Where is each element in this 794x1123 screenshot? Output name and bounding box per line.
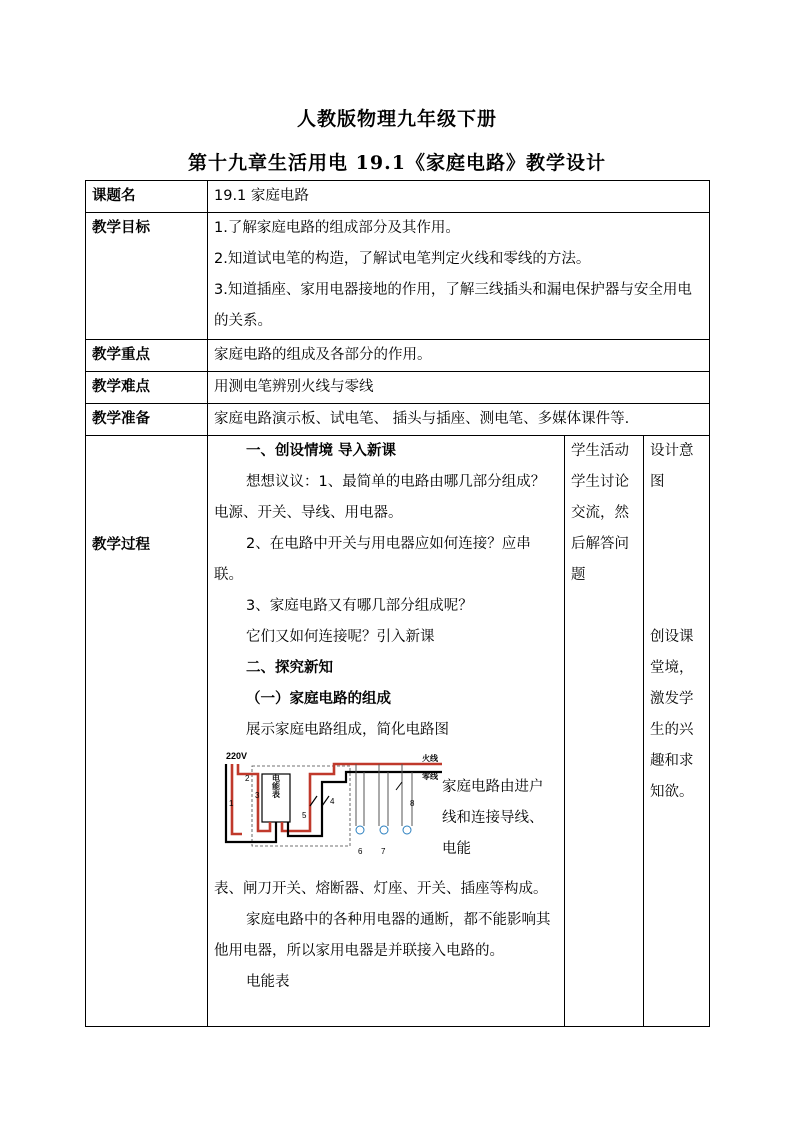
body-text: 家庭电路中的各种用电器的通断，都不能影响其他用电器，所以家用电器是并联接入电路的。	[214, 912, 551, 959]
row-key	[86, 340, 710, 372]
voltage-label: 220V	[226, 751, 248, 761]
part-number: 3	[255, 791, 260, 800]
prep-label: 教学准备	[86, 404, 208, 436]
row-prep	[86, 404, 710, 436]
design-intent-text: 创设课堂境，激发学生的兴趣和求知欲。	[650, 629, 694, 800]
goal-item: 1.了解家庭电路的组成部分及其作用。	[214, 220, 460, 236]
process-content	[208, 436, 565, 1027]
lamp-icon	[380, 826, 388, 834]
row-difficulty	[86, 372, 710, 404]
topic-value: 19.1 家庭电路	[208, 181, 710, 213]
doc-subtitle: 第十九章生活用电 19.1《家庭电路》教学设计	[188, 152, 606, 174]
lamp-icon	[356, 826, 364, 834]
goal-item: 2.知道试电笔的构造，了解试电笔判定火线和零线的方法。	[214, 251, 591, 267]
goal-item: 3.知道插座、家用电器接地的作用，了解三线插头和漏电保护器与安全用电的关系。	[214, 282, 692, 329]
body-text: 表、闸刀开关、熔断器、灯座、开关、插座等构成。	[214, 881, 548, 897]
design-intent-column	[644, 436, 710, 1027]
design-intent-label: 设计意图	[650, 443, 694, 490]
key-label: 教学重点	[86, 340, 208, 372]
part-number: 5	[302, 811, 307, 820]
question-text: 想想议议：1、最简单的电路由哪几部分组成？	[246, 474, 546, 490]
live-wire-out	[282, 764, 442, 831]
section-heading: 二、探究新知	[246, 660, 333, 676]
part-number: 2	[245, 774, 250, 783]
switch-symbol	[396, 782, 402, 790]
row-topic	[86, 181, 710, 213]
section-heading: 一、创设情境 导入新课	[246, 443, 397, 459]
goals-value	[208, 213, 710, 340]
part-number: 4	[330, 797, 335, 806]
process-label: 教学过程	[86, 436, 208, 1027]
key-value: 家庭电路的组成及各部分的作用。	[208, 340, 710, 372]
part-number: 6	[358, 847, 363, 856]
question-text: 它们又如何连接呢？引入新课	[246, 629, 435, 645]
body-text: 展示家庭电路组成，简化电路图	[246, 722, 449, 738]
lamp-icon	[403, 826, 411, 834]
live-wire-label: 火线	[422, 754, 438, 763]
question-text: 3、家庭电路又有哪几部分组成呢？	[246, 598, 473, 614]
doc-title: 人教版物理九年级下册	[296, 108, 497, 130]
part-number: 7	[381, 847, 386, 856]
goals-label: 教学目标	[86, 213, 208, 340]
part-number: 8	[410, 799, 415, 808]
part-number: 1	[229, 799, 234, 808]
neutral-wire-label: 零线	[422, 772, 438, 781]
question-text: 2、在电路中开关与用电器应如何连接？应串联。	[214, 536, 531, 583]
meter-label: 电能表	[271, 774, 281, 798]
diagram-caption: 家庭电路由进户线和连接导线、电能	[442, 779, 544, 857]
prep-value: 家庭电路演示板、试电笔、 插头与插座、测电笔、多媒体课件等.	[208, 404, 710, 436]
answer-text: 电源、开关、导线、用电器。	[214, 505, 403, 521]
subsection-heading: （一）家庭电路的组成	[246, 691, 391, 707]
topic-label: 课题名	[86, 181, 208, 213]
student-activity: 学生活动学生讨论交流，然后解答问题	[565, 436, 644, 1027]
lesson-plan-table	[85, 180, 710, 1027]
household-circuit-diagram	[214, 746, 444, 864]
difficulty-value: 用测电笔辨别火线与零线	[208, 372, 710, 404]
row-goals	[86, 213, 710, 340]
circuit-diagram-block	[214, 746, 558, 874]
row-process	[86, 436, 710, 1027]
body-text: 电能表	[246, 974, 290, 990]
difficulty-label: 教学难点	[86, 372, 208, 404]
